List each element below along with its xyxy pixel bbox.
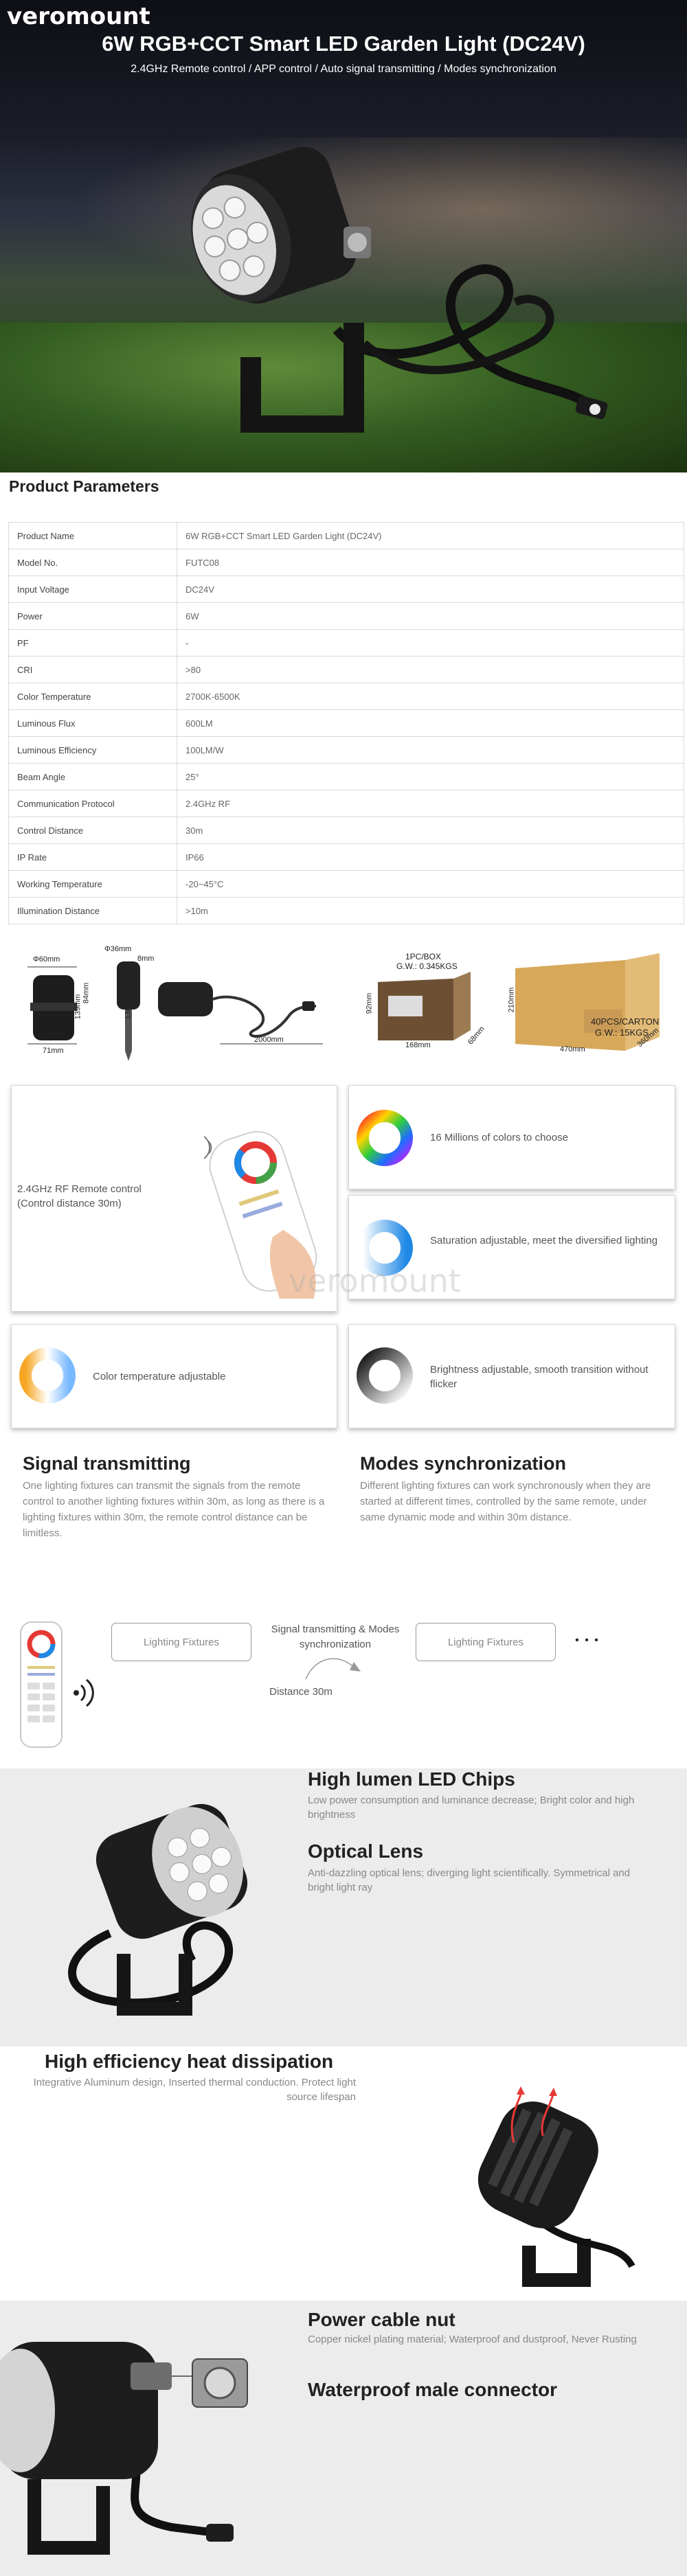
- table-row: [9, 764, 684, 790]
- color-wheel-icon: [354, 1108, 415, 1168]
- param-key: Power: [9, 603, 177, 630]
- param-value: 30m: [177, 817, 684, 844]
- cable-nut-title: Power cable nut: [308, 2309, 455, 2330]
- param-key: Model No.: [9, 549, 177, 576]
- param-value: -: [177, 630, 684, 657]
- param-key: Input Voltage: [9, 576, 177, 603]
- modes-text: Different lighting fixtures can work synchronously when they are started at different times, controlled by the same remote, under same dynamic mode and within 30m distance.: [360, 1480, 651, 1523]
- brand-logo: veromount: [7, 3, 150, 30]
- param-value: 6W: [177, 603, 684, 630]
- remote-feature-text: 2.4GHz RF Remote control (Control distance 30m): [17, 1183, 142, 1209]
- modes-title: Modes synchronization: [360, 1453, 567, 1474]
- box2-width: 470mm: [560, 1045, 585, 1053]
- param-value: 100LM/W: [177, 737, 684, 764]
- table-row: [9, 737, 684, 764]
- temperature-feature-text: Color temperature adjustable: [93, 1371, 226, 1382]
- box1-width: 168mm: [405, 1041, 431, 1049]
- saturation-feature-text: Saturation adjustable, meet the diversified lighting: [430, 1235, 658, 1246]
- hero-title: 6W RGB+CCT Smart LED Garden Light (DC24V): [102, 32, 585, 56]
- param-value: -20~45°C: [177, 871, 684, 898]
- dim-height-84: 84mm: [82, 982, 91, 1004]
- cable-nut-text: Copper nickel plating material; Waterproof and dustproof, Never Rusting: [308, 2334, 637, 2345]
- param-key: Luminous Efficiency: [9, 737, 177, 764]
- watermark: veromount: [289, 1262, 461, 1299]
- box2-depth: 360mm: [635, 1026, 661, 1049]
- table-row: [9, 790, 684, 817]
- param-key: Beam Angle: [9, 764, 177, 790]
- table-row: [9, 683, 684, 710]
- temperature-feature-card: [11, 1324, 337, 1428]
- table-row: [9, 657, 684, 683]
- heat-text: Integrative Aluminum design, Inserted thermal conduction. Protect light source lifespan: [33, 2077, 356, 2103]
- heat-title: High efficiency heat dissipation: [45, 2051, 334, 2072]
- param-value: 2.4GHz RF: [177, 790, 684, 817]
- brightness-icon: [354, 1345, 415, 1406]
- param-key: Control Distance: [9, 817, 177, 844]
- box2-label: 40PCS/CARTON: [591, 1016, 660, 1027]
- curved-arrow-icon: [299, 1648, 368, 1683]
- dim-diameter-60: Φ60mm: [33, 955, 60, 964]
- dim-height-8: 8mm: [137, 955, 155, 963]
- remote-control-small-icon: [19, 1621, 67, 1751]
- table-row: [9, 844, 684, 871]
- param-value: 2700K-6500K: [177, 683, 684, 710]
- params-table: [8, 522, 684, 924]
- table-row: [9, 603, 684, 630]
- lens-title: Optical Lens: [308, 1840, 424, 1862]
- table-row: [9, 871, 684, 898]
- lighting-fixtures-box-2: Lighting Fixtures: [416, 1623, 556, 1661]
- chips-title: High lumen LED Chips: [308, 1768, 515, 1790]
- chips-text: Low power consumption and luminance decrease; Bright color and high brightness: [308, 1794, 635, 1821]
- hero-banner: [0, 0, 687, 472]
- table-row: [9, 576, 684, 603]
- lamp-angle-image: [34, 1796, 261, 2022]
- param-key: Working Temperature: [9, 871, 177, 898]
- lighting-fixtures-box-1: Lighting Fixtures: [111, 1623, 251, 1661]
- brightness-feature-text: Brightness adjustable, smooth transition without flicker: [430, 1364, 649, 1390]
- chips-lens-section: [0, 1768, 687, 2047]
- signal-text: One lighting fixtures can transmit the signals from the remote control to another lighting fixtures within 30m, as long as there is a lighting fixtures within 30m, the remote control distance can be limitless.: [23, 1480, 325, 1539]
- dim-width-71: 71mm: [43, 1047, 64, 1055]
- params-title: Product Parameters: [9, 477, 159, 495]
- box2-height: 210mm: [507, 987, 516, 1013]
- table-row: [9, 549, 684, 576]
- heat-section: [0, 2047, 687, 2301]
- table-row: [9, 710, 684, 737]
- param-key: Color Temperature: [9, 683, 177, 710]
- lens-text: Anti-dazzling optical lens; diverging light scientifically. Symmetrical and bright light ray: [308, 1867, 631, 1893]
- param-key: Luminous Flux: [9, 710, 177, 737]
- param-value: 25°: [177, 764, 684, 790]
- param-value: DC24V: [177, 576, 684, 603]
- garden-light-image: [158, 117, 611, 446]
- signal-title: Signal transmitting: [23, 1453, 191, 1474]
- box2-weight: G.W.: 15KGS: [595, 1027, 649, 1038]
- param-key: Illumination Distance: [9, 898, 177, 924]
- hero-subtitle: 2.4GHz Remote control / APP control / Auto signal transmitting / Modes synchronization: [131, 63, 556, 75]
- box1-height: 92mm: [365, 992, 374, 1014]
- heat-lamp-image: [440, 2081, 646, 2294]
- param-key: PF: [9, 630, 177, 657]
- box1-depth: 68mm: [466, 1025, 486, 1047]
- param-value: >10m: [177, 898, 684, 924]
- dim-diameter-36: Φ36mm: [104, 945, 132, 953]
- box1-label: 1PC/BOX: [405, 952, 442, 961]
- box1-weight: G.W.: 0.345KGS: [396, 961, 458, 971]
- dim-height-139: 139mm: [74, 994, 82, 1020]
- colors-feature-text: 16 Millions of colors to choose: [430, 1132, 568, 1143]
- table-row: [9, 817, 684, 844]
- cable-section: [0, 2301, 687, 2576]
- connector-title: Waterproof male connector: [308, 2379, 558, 2400]
- brightness-feature-card: [348, 1324, 675, 1428]
- table-row: [9, 630, 684, 657]
- cable-lamp-image: [0, 2321, 289, 2576]
- table-row: [9, 898, 684, 924]
- signal-wave-icon: [73, 1676, 100, 1710]
- param-key: CRI: [9, 657, 177, 683]
- param-value: >80: [177, 657, 684, 683]
- param-value: FUTC08: [177, 549, 684, 576]
- param-value: 600LM: [177, 710, 684, 737]
- dim-cable-2000: 2000mm: [254, 1036, 284, 1044]
- param-key: Product Name: [9, 523, 177, 549]
- distance-label: Distance 30m: [269, 1686, 333, 1698]
- param-value: IP66: [177, 844, 684, 871]
- more-dots: • • •: [575, 1634, 600, 1646]
- param-key: Communication Protocol: [9, 790, 177, 817]
- flow-middle-text: Signal transmitting & Modes synchronization: [271, 1623, 400, 1650]
- table-row: [9, 523, 684, 549]
- param-value: 6W RGB+CCT Smart LED Garden Light (DC24V): [177, 523, 684, 549]
- param-key: IP Rate: [9, 844, 177, 871]
- colors-feature-card: [348, 1085, 675, 1189]
- color-temperature-icon: [17, 1345, 78, 1406]
- dim-height-136: 136mm: [124, 994, 133, 1020]
